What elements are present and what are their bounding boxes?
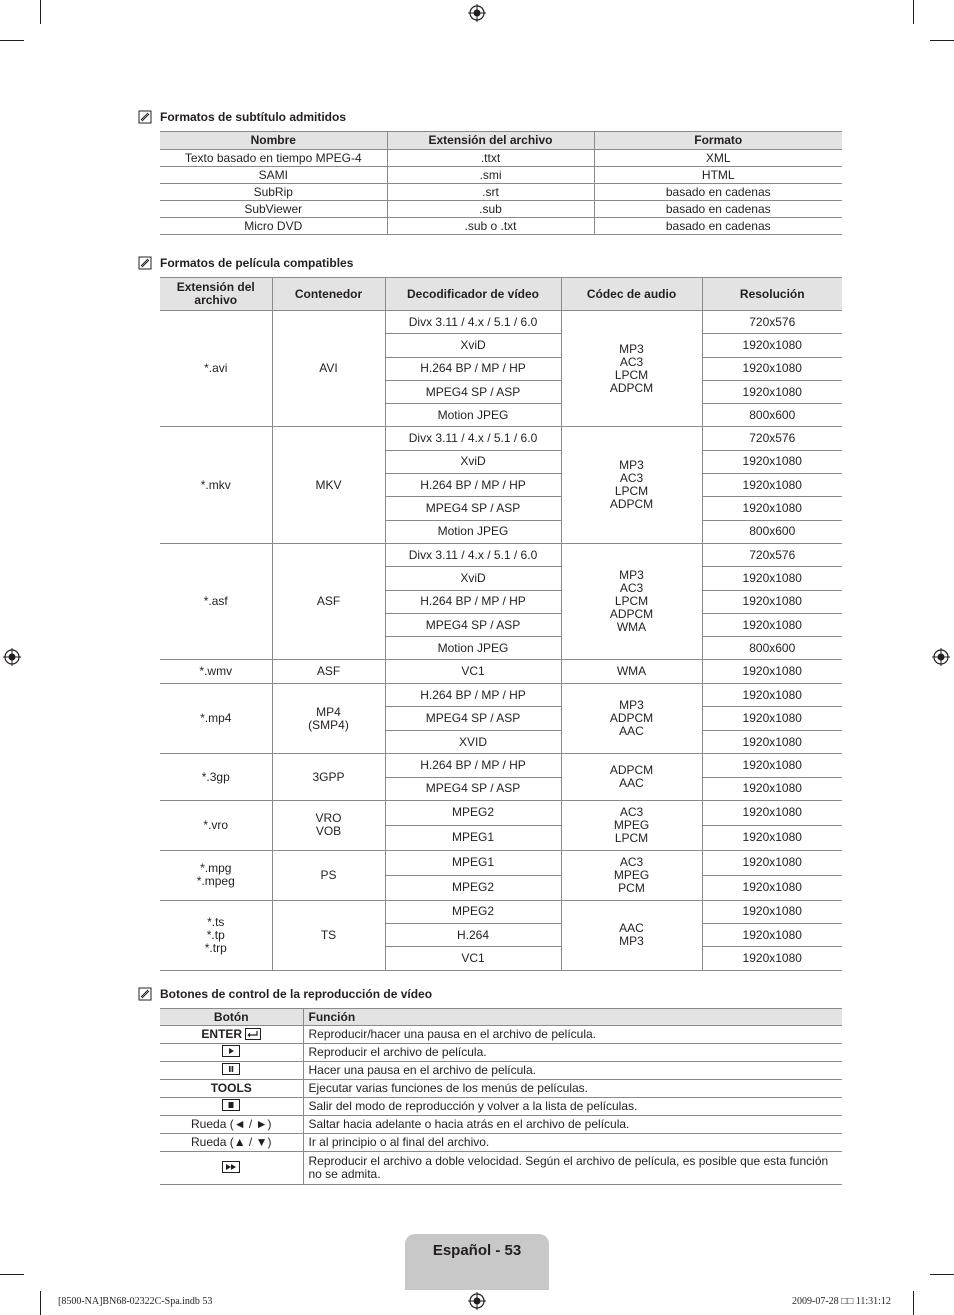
button-cell (160, 1098, 303, 1116)
video-decoder-cell: H.264 BP / MP / HP (385, 357, 561, 380)
table-row (160, 1152, 842, 1185)
table-cell: SubRip (160, 184, 387, 201)
audio-codec-cell: AC3 MPEG LPCM (561, 800, 702, 850)
table-header-row (160, 132, 842, 150)
table-cell: .ttxt (387, 150, 594, 167)
table-row (160, 1044, 842, 1062)
stop-icon (222, 1099, 240, 1114)
column-header: Contenedor (272, 278, 385, 311)
registration-mark-icon (932, 648, 950, 666)
table-row (160, 1026, 842, 1044)
resolution-cell: 800x600 (702, 637, 842, 660)
video-decoder-cell: MPEG4 SP / ASP (385, 777, 561, 800)
resolution-cell: 1920x1080 (702, 707, 842, 731)
audio-codec-cell: MP3 AC3 LPCM ADPCM WMA (561, 543, 702, 659)
button-cell (160, 1134, 303, 1152)
table-cell: SubViewer (160, 201, 387, 218)
extension-cell: *.mpg *.mpeg (160, 850, 272, 900)
video-decoder-cell: Divx 3.11 / 4.x / 5.1 / 6.0 (385, 543, 561, 566)
resolution-cell: 1920x1080 (702, 567, 842, 590)
table-row (160, 218, 842, 235)
registration-mark-icon (468, 4, 486, 22)
extension-cell: *.avi (160, 311, 272, 427)
function-cell: Hacer una pausa en el archivo de película. (303, 1062, 842, 1080)
table-row (160, 850, 842, 875)
print-slug-left: [8500-NA]BN68-02322C-Spa.indb 53 (58, 1296, 213, 1307)
table-cell: .smi (387, 167, 594, 184)
section-title-movies: Formatos de película compatibles (138, 256, 353, 270)
table-row (160, 150, 842, 167)
video-decoder-cell: H.264 BP / MP / HP (385, 474, 561, 497)
video-decoder-cell: MPEG4 SP / ASP (385, 707, 561, 731)
resolution-cell: 1920x1080 (702, 357, 842, 380)
note-icon (138, 987, 152, 1001)
extension-cell: *.vro (160, 800, 272, 850)
crop-mark (40, 0, 41, 24)
column-header: Resolución (702, 278, 842, 311)
table-cell: SAMI (160, 167, 387, 184)
resolution-cell: 720x576 (702, 427, 842, 450)
table-cell: basado en cadenas (594, 184, 842, 201)
resolution-cell: 720x576 (702, 311, 842, 334)
video-decoder-cell: MPEG1 (385, 850, 561, 875)
function-cell: Saltar hacia adelante o hacia atrás en el archivo de película. (303, 1116, 842, 1134)
video-decoder-cell: XviD (385, 450, 561, 473)
table-header-row (160, 278, 842, 311)
button-label: ENTER (201, 1026, 243, 1041)
table-row (160, 683, 842, 707)
button-cell (160, 1026, 303, 1044)
playback-controls-table (160, 1008, 842, 1185)
container-cell: TS (272, 900, 385, 970)
movie-formats-table (160, 277, 842, 971)
crop-mark (913, 1291, 914, 1315)
resolution-cell: 1920x1080 (702, 947, 842, 970)
resolution-cell: 1920x1080 (702, 850, 842, 875)
page-number: Español - 53 (432, 1242, 522, 1259)
video-decoder-cell: MPEG4 SP / ASP (385, 497, 561, 520)
resolution-cell: 1920x1080 (702, 825, 842, 850)
play-icon (222, 1045, 240, 1060)
subtitle-formats-table (160, 131, 842, 235)
video-decoder-cell: Divx 3.11 / 4.x / 5.1 / 6.0 (385, 427, 561, 450)
table-row (160, 201, 842, 218)
extension-cell: *.ts *.tp *.trp (160, 900, 272, 970)
column-header: Función (303, 1009, 842, 1026)
enter-icon (242, 1028, 261, 1042)
container-cell: MKV (272, 427, 385, 543)
video-decoder-cell: VC1 (385, 947, 561, 970)
table-cell: .srt (387, 184, 594, 201)
resolution-cell: 1920x1080 (702, 777, 842, 800)
registration-mark-icon (468, 1292, 486, 1310)
container-cell: VRO VOB (272, 800, 385, 850)
button-label: Rueda (▲ / ▼) (191, 1135, 272, 1149)
extension-cell: *.wmv (160, 660, 272, 683)
column-header: Extensión del archivo (160, 278, 272, 311)
audio-codec-cell: MP3 AC3 LPCM ADPCM (561, 427, 702, 543)
table-row (160, 800, 842, 825)
button-cell (160, 1044, 303, 1062)
table-cell: basado en cadenas (594, 201, 842, 218)
video-decoder-cell: H.264 BP / MP / HP (385, 683, 561, 707)
resolution-cell: 1920x1080 (702, 924, 842, 947)
resolution-cell: 800x600 (702, 404, 842, 427)
extension-cell: *.mkv (160, 427, 272, 543)
resolution-cell: 720x576 (702, 543, 842, 566)
container-cell: MP4 (SMP4) (272, 683, 385, 754)
button-cell (160, 1116, 303, 1134)
table-row (160, 660, 842, 683)
table-row (160, 311, 842, 334)
video-decoder-cell: XviD (385, 334, 561, 357)
audio-codec-cell: ADPCM AAC (561, 754, 702, 801)
fast-forward-icon (222, 1161, 240, 1176)
audio-codec-cell: WMA (561, 660, 702, 683)
column-header: Nombre (160, 132, 387, 150)
resolution-cell: 1920x1080 (702, 754, 842, 777)
function-cell: Reproducir el archivo de película. (303, 1044, 842, 1062)
crop-mark (40, 1291, 41, 1315)
section-title-subtitles: Formatos de subtítulo admitidos (138, 110, 346, 124)
resolution-cell: 1920x1080 (702, 660, 842, 683)
column-header: Extensión del archivo (387, 132, 594, 150)
function-cell: Ir al principio o al final del archivo. (303, 1134, 842, 1152)
table-cell: basado en cadenas (594, 218, 842, 235)
function-cell: Ejecutar varias funciones de los menús de películas. (303, 1080, 842, 1098)
resolution-cell: 800x600 (702, 520, 842, 543)
extension-cell: *.asf (160, 543, 272, 659)
table-cell: .sub (387, 201, 594, 218)
video-decoder-cell: MPEG2 (385, 875, 561, 900)
extension-cell: *.mp4 (160, 683, 272, 754)
resolution-cell: 1920x1080 (702, 683, 842, 707)
video-decoder-cell: MPEG1 (385, 825, 561, 850)
resolution-cell: 1920x1080 (702, 875, 842, 900)
resolution-cell: 1920x1080 (702, 380, 842, 403)
crop-mark (0, 40, 24, 41)
table-row (160, 1134, 842, 1152)
table-row (160, 754, 842, 777)
table-row (160, 1062, 842, 1080)
resolution-cell: 1920x1080 (702, 450, 842, 473)
button-label: TOOLS (210, 1081, 252, 1095)
video-decoder-cell: XVID (385, 730, 561, 754)
video-decoder-cell: H.264 BP / MP / HP (385, 754, 561, 777)
resolution-cell: 1920x1080 (702, 900, 842, 923)
video-decoder-cell: Motion JPEG (385, 637, 561, 660)
table-row (160, 1116, 842, 1134)
button-cell (160, 1080, 303, 1098)
function-cell: Reproducir/hacer una pausa en el archivo de película. (303, 1026, 842, 1044)
table-row (160, 1098, 842, 1116)
table-row (160, 543, 842, 566)
pause-icon (222, 1063, 240, 1078)
function-cell: Salir del modo de reproducción y volver a la lista de películas. (303, 1098, 842, 1116)
table-row (160, 167, 842, 184)
table-cell: Micro DVD (160, 218, 387, 235)
container-cell: ASF (272, 660, 385, 683)
video-decoder-cell: MPEG4 SP / ASP (385, 613, 561, 636)
container-cell: AVI (272, 311, 385, 427)
resolution-cell: 1920x1080 (702, 590, 842, 613)
table-row (160, 184, 842, 201)
table-cell: XML (594, 150, 842, 167)
container-cell: ASF (272, 543, 385, 659)
audio-codec-cell: MP3 AC3 LPCM ADPCM (561, 311, 702, 427)
table-row (160, 1080, 842, 1098)
note-icon (138, 256, 152, 270)
note-icon (138, 110, 152, 124)
registration-mark-icon (3, 648, 21, 666)
video-decoder-cell: Divx 3.11 / 4.x / 5.1 / 6.0 (385, 311, 561, 334)
video-decoder-cell: MPEG2 (385, 900, 561, 923)
resolution-cell: 1920x1080 (702, 474, 842, 497)
crop-mark (930, 40, 954, 41)
print-slug-right: 2009-07-28 □□ 11:31:12 (792, 1296, 891, 1307)
video-decoder-cell: H.264 (385, 924, 561, 947)
table-row (160, 900, 842, 923)
video-decoder-cell: Motion JPEG (385, 404, 561, 427)
container-cell: PS (272, 850, 385, 900)
table-header-row (160, 1009, 842, 1026)
video-decoder-cell: MPEG2 (385, 800, 561, 825)
column-header: Formato (594, 132, 842, 150)
crop-mark (0, 1274, 24, 1275)
resolution-cell: 1920x1080 (702, 334, 842, 357)
column-header: Códec de audio (561, 278, 702, 311)
audio-codec-cell: MP3 ADPCM AAC (561, 683, 702, 754)
button-cell (160, 1062, 303, 1080)
video-decoder-cell: VC1 (385, 660, 561, 683)
table-cell: HTML (594, 167, 842, 184)
column-header: Botón (160, 1009, 303, 1026)
container-cell: 3GPP (272, 754, 385, 801)
crop-mark (913, 0, 914, 24)
button-cell (160, 1152, 303, 1185)
audio-codec-cell: AAC MP3 (561, 900, 702, 970)
resolution-cell: 1920x1080 (702, 730, 842, 754)
crop-mark (930, 1274, 954, 1275)
table-cell: Texto basado en tiempo MPEG-4 (160, 150, 387, 167)
resolution-cell: 1920x1080 (702, 613, 842, 636)
video-decoder-cell: MPEG4 SP / ASP (385, 380, 561, 403)
resolution-cell: 1920x1080 (702, 497, 842, 520)
video-decoder-cell: Motion JPEG (385, 520, 561, 543)
section-title-controls: Botones de control de la reproducción de vídeo (138, 987, 432, 1001)
video-decoder-cell: XviD (385, 567, 561, 590)
video-decoder-cell: H.264 BP / MP / HP (385, 590, 561, 613)
audio-codec-cell: AC3 MPEG PCM (561, 850, 702, 900)
button-label: Rueda (◄ / ►) (191, 1117, 272, 1131)
table-row (160, 427, 842, 450)
resolution-cell: 1920x1080 (702, 800, 842, 825)
extension-cell: *.3gp (160, 754, 272, 801)
function-cell: Reproducir el archivo a doble velocidad. Según el archivo de película, es posible que esta función no se admita. (303, 1152, 842, 1185)
table-cell: .sub o .txt (387, 218, 594, 235)
column-header: Decodificador de vídeo (385, 278, 561, 311)
